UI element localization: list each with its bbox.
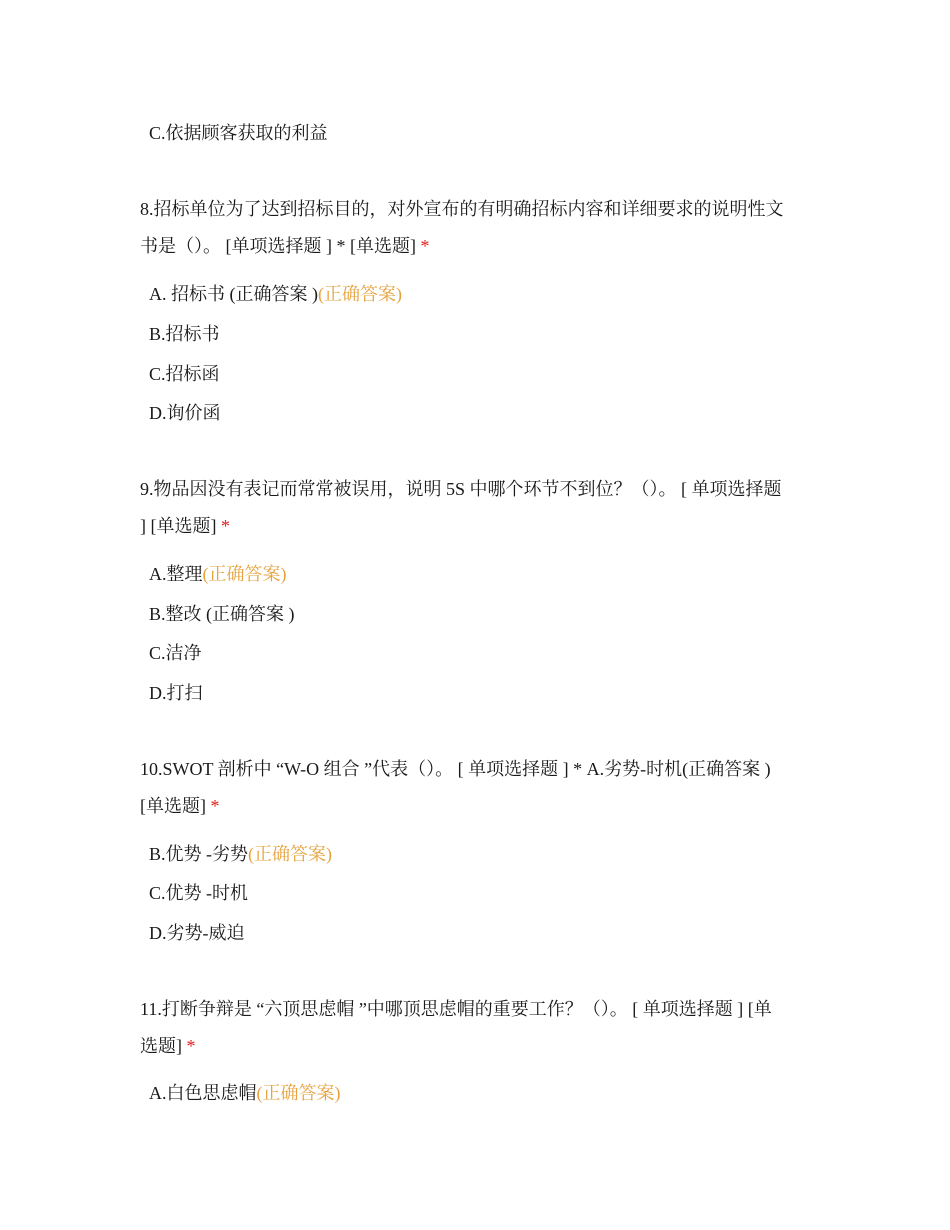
question-line: 书是（）。 [单项选择题 ] * [单选题] * xyxy=(140,236,430,256)
option-c xyxy=(149,881,248,905)
question-line: 10.SWOT 剖析中 “W-O 组合 ”代表（）。 [ 单项选择题 ] * A.劣势-时机(正确答案 ) xyxy=(140,759,771,779)
option-c xyxy=(149,362,220,386)
question-line: ] [单选题] * xyxy=(140,516,230,536)
option-c xyxy=(149,121,328,145)
required-star: * xyxy=(420,236,430,256)
question-10 xyxy=(140,751,812,825)
correct-answer-tag: (正确答案) xyxy=(202,564,287,584)
correct-answer-tag: (正确答案) xyxy=(318,284,402,304)
option-text: D.劣势-威迫 xyxy=(149,923,245,943)
option-text: B.优势 -劣势 xyxy=(149,844,248,864)
question-9 xyxy=(140,471,812,545)
option-d xyxy=(149,401,221,425)
question-8 xyxy=(140,191,812,265)
option-text: C.招标函 xyxy=(149,364,220,384)
option-c xyxy=(149,641,202,665)
question-line: 8.招标单位为了达到招标目的，对外宣布的有明确招标内容和详细要求的说明性文 xyxy=(140,199,784,219)
question-11 xyxy=(140,991,812,1065)
option-d xyxy=(149,921,245,945)
required-star: * xyxy=(220,516,230,536)
option-b xyxy=(149,842,332,866)
option-text: A.白色思虑帽 xyxy=(149,1083,257,1103)
required-star: * xyxy=(210,796,220,816)
option-text: A. 招标书 (正确答案 ) xyxy=(149,284,318,304)
correct-answer-tag: (正确答案) xyxy=(248,844,332,864)
option-text: A.整理 xyxy=(149,564,203,584)
question-line: 9.物品因没有表记而常常被误用，说明 5S 中哪个环节不到位？（）。 [ 单项选择题 xyxy=(140,479,782,499)
option-a xyxy=(149,282,402,306)
option-b xyxy=(149,322,220,346)
option-text: D.打扫 xyxy=(149,683,203,703)
correct-answer-tag: (正确答案) xyxy=(256,1083,341,1103)
option-text: B.招标书 xyxy=(149,324,220,344)
question-line: 11.打断争辩是 “六顶思虑帽 ”中哪顶思虑帽的重要工作？（）。 [ 单项选择题 ] [单 xyxy=(140,999,772,1019)
option-text: B.整改 (正确答案 ) xyxy=(149,604,295,624)
option-text: C.优势 -时机 xyxy=(149,883,248,903)
option-text: C.洁净 xyxy=(149,643,202,663)
question-line: 选题] * xyxy=(140,1036,196,1056)
option-b xyxy=(149,602,295,626)
question-line: [单选题] * xyxy=(140,796,220,816)
option-text: C.依据顾客获取的利益 xyxy=(149,123,328,143)
option-d xyxy=(149,681,203,705)
option-a xyxy=(149,562,287,586)
required-star: * xyxy=(186,1036,196,1056)
option-text: D.询价函 xyxy=(149,403,221,423)
option-a xyxy=(149,1081,341,1105)
